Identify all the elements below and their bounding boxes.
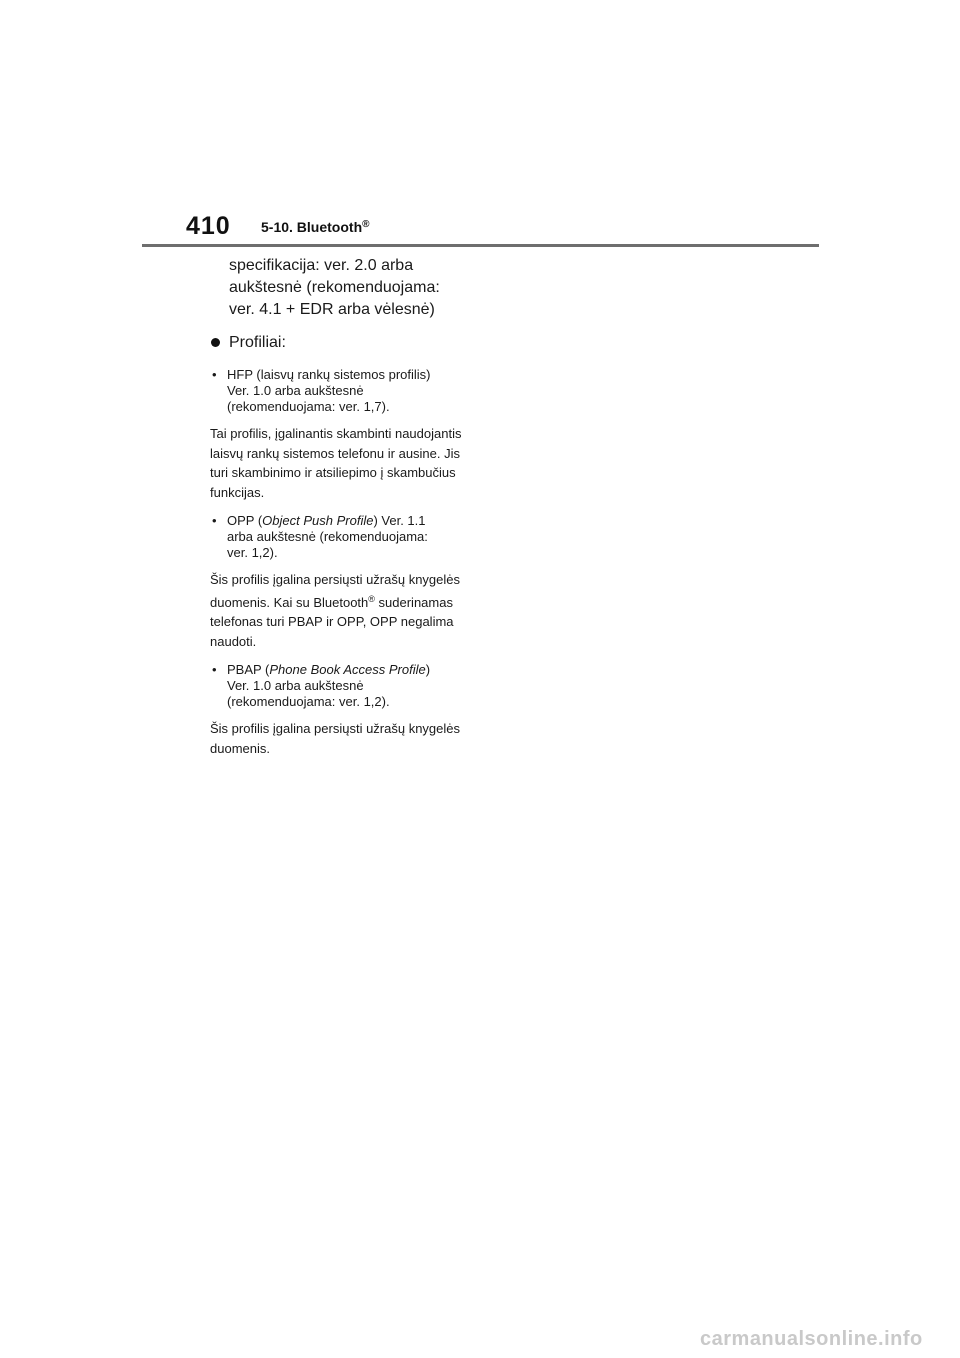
hfp-description: Tai profilis, įgalinantis skambinti naudojantis laisvų rankų sistemos telefonu ir ausine. Jis turi skambinimo ir atsiliepimo į skambučius funkcijas. (210, 426, 462, 500)
opp-prefix: OPP ( (227, 513, 263, 528)
pbap-line: Ver. 1.0 arba aukštesnė (227, 678, 364, 693)
hfp-item (210, 367, 478, 415)
bullet-dot-icon (211, 338, 220, 347)
profiles-heading (210, 332, 478, 354)
pbap-description: Šis profilis įgalina persiųsti užrašų knygelės duomenis. (210, 721, 461, 756)
bullet-icon: • (212, 367, 217, 382)
bullet-icon: • (212, 513, 217, 528)
intro-line: aukštesnė (rekomenduojama: (229, 279, 440, 296)
hfp-line: (rekomenduojama: ver. 1,7). (227, 399, 390, 414)
opp-name: Object Push Profile (262, 513, 374, 528)
opp-line: ver. 1,2). (227, 545, 278, 560)
registered-mark: ® (362, 219, 370, 230)
pbap-item (210, 662, 478, 710)
intro-line: ver. 4.1 + EDR arba vėlesnė) (229, 301, 435, 318)
profiles-heading-text: Profiliai: (229, 334, 286, 351)
watermark: carmanualsonline.info (700, 1328, 923, 1350)
page-content (210, 255, 478, 758)
hfp-line: Ver. 1.0 arba aukštesnė (227, 383, 364, 398)
pbap-line: (rekomenduojama: ver. 1,2). (227, 694, 390, 709)
intro-paragraph (229, 255, 478, 321)
registered-mark: ® (368, 593, 375, 604)
pbap-name: Phone Book Access Profile (269, 662, 426, 677)
opp-suffix: ) Ver. 1.1 (373, 513, 426, 528)
hfp-line: HFP (laisvų rankų sistemos profilis) (227, 367, 431, 382)
opp-item (210, 513, 478, 561)
opp-description-a: Šis profilis įgalina persiųsti užrašų knygelės duomenis. Kai su Bluetooth (210, 572, 461, 610)
page-number: 410 (186, 212, 231, 240)
intro-line: specifikacija: ver. 2.0 arba (229, 257, 414, 274)
section-title-text: 5-10. Bluetooth (261, 219, 363, 235)
pbap-prefix: PBAP ( (227, 662, 270, 677)
section-title (261, 219, 370, 235)
header-rule (142, 244, 819, 247)
bullet-icon: • (212, 662, 217, 677)
opp-line: arba aukštesnė (rekomenduojama: (227, 529, 428, 544)
pbap-suffix: ) (425, 662, 431, 677)
opp-description (210, 570, 478, 651)
opp-description-b: suderinamas telefonas turi PBAP ir OPP, OPP negalima naudoti. (210, 594, 454, 649)
